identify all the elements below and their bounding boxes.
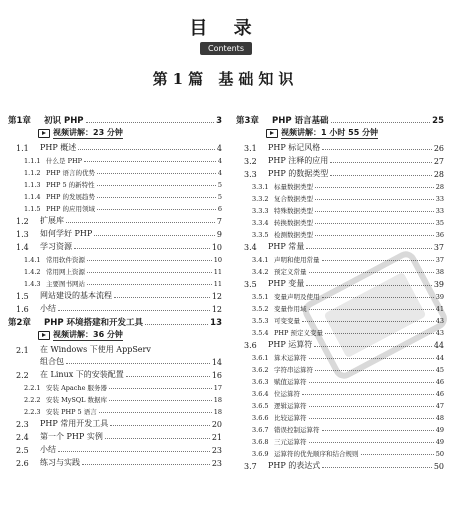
toc-number: 2.2 [16,371,29,380]
page-number: 46 [435,378,444,386]
toc-subsection[interactable] [8,264,222,276]
dot-leader [66,363,210,364]
toc-number: 1.4 [16,243,29,252]
toc-number: 2.4 [16,433,29,442]
dot-leader [66,222,215,223]
dot-leader [84,161,216,162]
toc-title: 变量作用域 [274,305,307,313]
toc-title: 字符串运算符 [274,366,313,374]
toc-number: 3.4 [244,243,257,252]
toc-title: PHP 环境搭建和开发工具 [44,318,144,328]
toc-subsection[interactable] [8,380,222,392]
page-number: 6 [217,205,222,213]
page-number: 11 [213,268,222,276]
video-icon [266,129,278,138]
toc-title: 比较运算符 [274,414,307,422]
toc-subsection[interactable] [8,252,222,264]
toc-title: 逻辑运算符 [274,402,307,410]
toc-title: 什么是 PHP [46,157,82,165]
toc-number: 1.4.3 [24,280,41,288]
toc-number: 3.5 [244,280,257,289]
page-number: 46 [435,390,444,398]
toc-title: 学习资源 [40,242,72,251]
page-number: 21 [211,433,222,442]
toc-number: 2.2.1 [24,384,41,392]
toc-subsection[interactable] [236,191,444,203]
dot-leader [361,454,434,455]
page-number: 10 [213,256,222,264]
watermark-stamp [300,245,450,385]
toc-number: 3.3.1 [252,183,269,191]
toc-title: 复合数据类型 [274,195,313,203]
toc-subsection[interactable] [236,215,444,227]
toc-title: 安装 MySQL 数据库 [46,396,108,404]
dot-leader [322,149,432,150]
page-number: 39 [435,293,444,301]
toc-title: 在 Windows 下使用 AppServ [40,345,151,354]
toc-number: 3.6.6 [252,414,269,422]
toc-section[interactable] [8,239,222,252]
page-number: 3 [216,116,222,126]
toc-title: 错误控制运算符 [274,426,320,434]
toc-number: 3.6.3 [252,378,269,386]
toc-title: PHP 标记风格 [268,143,321,152]
dot-leader [99,412,212,413]
dot-leader [315,211,434,212]
dot-leader [82,464,210,465]
toc-subsection[interactable] [8,165,222,177]
toc-title: 如何学好 PHP [40,229,93,238]
toc-title: 特殊数据类型 [274,207,313,215]
video-lecture-label: 视频讲解：1 小时 55 分钟 [281,128,379,137]
page-number: 10 [211,243,222,252]
toc-number: 3.5.4 [252,329,269,337]
toc-number: 2.3 [16,420,29,429]
page-title: 目 录 [189,18,262,39]
toc-number: 3.6.7 [252,426,269,434]
toc-title: 常用网上资源 [46,268,85,276]
page-number: 39 [433,280,444,289]
page-number: 14 [211,358,222,367]
toc-section[interactable] [8,301,222,314]
toc-title: 变量声明及使用 [274,293,320,301]
dot-leader [87,284,212,285]
dot-leader [315,187,434,188]
toc-number: 3.6.4 [252,390,269,398]
toc-title: 组合包 [40,357,64,366]
page-number: 11 [213,280,222,288]
toc-number: 1.1.5 [24,205,41,213]
toc-number: 2.5 [16,446,29,455]
toc-section[interactable] [236,153,444,166]
dot-leader [94,235,215,236]
page-number: 18 [213,396,222,404]
toc-subsection[interactable] [236,179,444,191]
toc-title: 小结 [40,304,56,313]
toc-title: 在 Linux 下的安装配置 [40,370,124,379]
toc-subsection[interactable] [8,276,222,288]
toc-number: 3.3.3 [252,207,269,215]
toc-title: PHP 运算符 [268,340,313,349]
toc-number: 2.2.3 [24,408,41,416]
toc-title: 赋值运算符 [274,378,307,386]
toc-number: 第3章 [236,116,259,126]
page-number: 43 [435,317,444,325]
dot-leader [114,297,210,298]
dot-leader [58,451,210,452]
toc-left-column [8,112,222,468]
toc-number: 1.1 [16,144,29,153]
toc-number: 3.6.9 [252,450,269,458]
toc-title: PHP 的表达式 [268,461,321,470]
page-number: 48 [435,414,444,422]
page-number: 12 [211,305,222,314]
page-number: 50 [433,462,444,471]
toc-number: 2.6 [16,459,29,468]
toc-section[interactable] [236,458,444,471]
toc-title: PHP 语言的优势 [46,169,95,177]
page-number: 26 [433,144,444,153]
toc-title: PHP 概述 [40,143,77,152]
toc-number: 3.4.1 [252,256,269,264]
toc-subsection[interactable] [8,404,222,416]
dot-leader [97,197,216,198]
toc-title: 转换数据类型 [274,219,313,227]
toc-section[interactable] [236,166,444,179]
page-number: 20 [211,420,222,429]
dot-leader [322,467,432,468]
toc-title: PHP 注释的应用 [268,156,329,165]
toc-title: 运算符的优先顺序和结合规则 [274,450,359,458]
toc-number: 第1章 [8,116,31,126]
toc-section[interactable] [8,213,222,226]
page-number: 4 [217,157,222,165]
page-number: 33 [435,195,444,203]
toc-title: PHP 常用开发工具 [40,419,109,428]
toc-subsection[interactable] [236,203,444,215]
dot-leader [110,425,210,426]
dot-leader [109,388,212,389]
toc-title: 常用软件资源 [46,256,85,264]
toc-number: 3.7 [244,462,257,471]
toc-number: 1.4.2 [24,268,41,276]
toc-number: 1.1.3 [24,181,41,189]
toc-title: 声明和使用常量 [274,256,320,264]
toc-title: PHP 常量 [268,242,305,251]
dot-leader [86,122,215,123]
video-lecture-row[interactable] [8,328,222,342]
dot-leader [145,324,208,325]
toc-subsection[interactable] [236,446,444,458]
page-number: 43 [435,329,444,337]
dot-leader [126,376,210,377]
dot-leader [87,272,212,273]
toc-number: 1.2 [16,217,29,226]
page-number: 18 [213,408,222,416]
toc-title: 主要图书网站 [46,280,85,288]
toc-title: 位运算符 [274,390,300,398]
page-number: 4 [216,144,222,153]
toc-title: PHP 的数据类型 [268,169,329,178]
toc-title: 练习与实践 [40,458,80,467]
page-number: 50 [435,450,444,458]
page-number: 37 [435,256,444,264]
toc-title: 预定义常量 [274,268,307,276]
toc-chapter[interactable] [236,112,444,126]
toc-number: 1.5 [16,292,29,301]
toc-title: 扩展库 [40,216,64,225]
toc-subsection[interactable] [236,410,444,422]
page-number: 16 [211,371,222,380]
dot-leader [309,442,434,443]
page-number: 49 [435,438,444,446]
toc-title: 网站建设的基本流程 [40,291,112,300]
toc-subsection[interactable] [8,201,222,213]
toc-subsection[interactable] [8,177,222,189]
toc-title: 算术运算符 [274,354,307,362]
dot-leader [105,438,210,439]
toc-title: PHP 的应用领域 [46,205,95,213]
toc-title: 第一个 PHP 实例 [40,432,103,441]
dot-leader [74,248,210,249]
toc-subsection[interactable] [236,227,444,239]
toc-number: 3.2 [244,157,257,166]
toc-number: 3.6.5 [252,402,269,410]
toc-section[interactable] [8,416,222,429]
video-lecture-row[interactable] [8,126,222,140]
page-number: 44 [433,341,444,350]
toc-title: 小结 [40,445,56,454]
page-number: 37 [433,243,444,252]
page-number: 38 [435,268,444,276]
dot-leader [315,223,434,224]
page-number: 28 [435,183,444,191]
toc-section[interactable] [8,342,222,355]
toc-subsection[interactable] [236,422,444,434]
toc-section[interactable] [8,455,222,468]
toc-title: PHP 语言基础 [272,116,329,126]
page-number: 23 [211,446,222,455]
toc-subsection[interactable] [8,189,222,201]
page-number: 44 [435,354,444,362]
page-number: 33 [435,207,444,215]
video-lecture-label: 视频讲解：36 分钟 [53,330,123,339]
page-number: 27 [433,157,444,166]
toc-number: 1.3 [16,230,29,239]
toc-number: 3.5.1 [252,293,269,301]
toc-number: 2.2.2 [24,396,41,404]
page-number: 13 [210,318,222,328]
toc-number: 第2章 [8,318,31,328]
toc-number: 1.6 [16,305,29,314]
toc-number: 3.5.2 [252,305,269,313]
video-icon [38,129,50,138]
dot-leader [315,235,434,236]
toc-number: 3.3.2 [252,195,269,203]
toc-subsection[interactable] [8,153,222,165]
toc-subsection[interactable] [8,392,222,404]
toc-number: 3.4.2 [252,268,269,276]
toc-number: 2.1 [16,346,29,355]
dot-leader [309,418,434,419]
toc-section[interactable] [8,367,222,380]
page-number: 23 [211,459,222,468]
toc-title: 可变变量 [274,317,300,325]
toc-number: 3.6.1 [252,354,269,362]
dot-leader [87,260,212,261]
toc-section[interactable] [8,140,222,153]
dot-leader [309,406,434,407]
toc-number: 1.4.1 [24,256,41,264]
dot-leader [322,430,434,431]
page-number: 4 [217,169,222,177]
dot-leader [302,394,434,395]
toc-title: PHP 预定义变量 [274,329,323,337]
page-number: 12 [211,292,222,301]
toc-title: 安装 PHP 5 语言 [46,408,97,416]
toc-number: 1.1.4 [24,193,41,201]
part-heading: 第1篇 基础知识 [152,70,299,88]
toc-chapter[interactable] [8,112,222,126]
toc-continuation[interactable] [8,355,222,367]
toc-number: 3.3 [244,170,257,179]
toc-number: 3.3.4 [252,219,269,227]
toc-subsection[interactable] [236,386,444,398]
toc-number: 3.6 [244,341,257,350]
page-number: 7 [216,217,222,226]
page-number: 41 [435,305,444,313]
toc-section[interactable] [8,429,222,442]
toc-subsection[interactable] [236,434,444,446]
dot-leader [58,310,210,311]
page-number: 47 [435,402,444,410]
dot-leader [330,162,432,163]
toc-chapter[interactable] [8,314,222,328]
toc-title: PHP 5 的新特性 [46,181,95,189]
dot-leader [97,209,216,210]
dot-leader [97,185,216,186]
page-number: 5 [217,181,222,189]
page-number: 49 [435,426,444,434]
toc-title: 标量数据类型 [274,183,313,191]
contents-badge: Contents [200,42,252,55]
page-number: 25 [432,116,444,126]
video-lecture-row[interactable] [236,126,444,140]
toc-number: 1.1.2 [24,169,41,177]
page-number: 9 [216,230,222,239]
toc-number: 1.1.1 [24,157,41,165]
toc-title: PHP 的发展趋势 [46,193,95,201]
page-number: 5 [217,193,222,201]
toc-title: 初识 PHP [44,116,84,126]
page-number: 28 [433,170,444,179]
toc-title: PHP 变量 [268,279,305,288]
toc-number: 3.5.3 [252,317,269,325]
toc-title: 检测数据类型 [274,231,313,239]
toc-subsection[interactable] [236,398,444,410]
toc-section[interactable] [8,226,222,239]
page-number: 45 [435,366,444,374]
video-lecture-label: 视频讲解：23 分钟 [53,128,123,137]
dot-leader [109,400,212,401]
page-number: 35 [435,219,444,227]
dot-leader [97,173,216,174]
video-icon [38,331,50,340]
dot-leader [315,199,434,200]
page-number: 36 [435,231,444,239]
dot-leader [331,122,431,123]
page-number: 17 [213,384,222,392]
toc-number: 3.6.8 [252,438,269,446]
toc-number: 3.3.5 [252,231,269,239]
dot-leader [78,149,215,150]
toc-number: 3.6.2 [252,366,269,374]
dot-leader [330,175,432,176]
toc-number: 3.1 [244,144,257,153]
toc-title: 三元运算符 [274,438,307,446]
toc-title: 安装 Apache 服务器 [46,384,108,392]
toc-section[interactable] [8,288,222,301]
toc-section[interactable] [8,442,222,455]
toc-section[interactable] [236,140,444,153]
